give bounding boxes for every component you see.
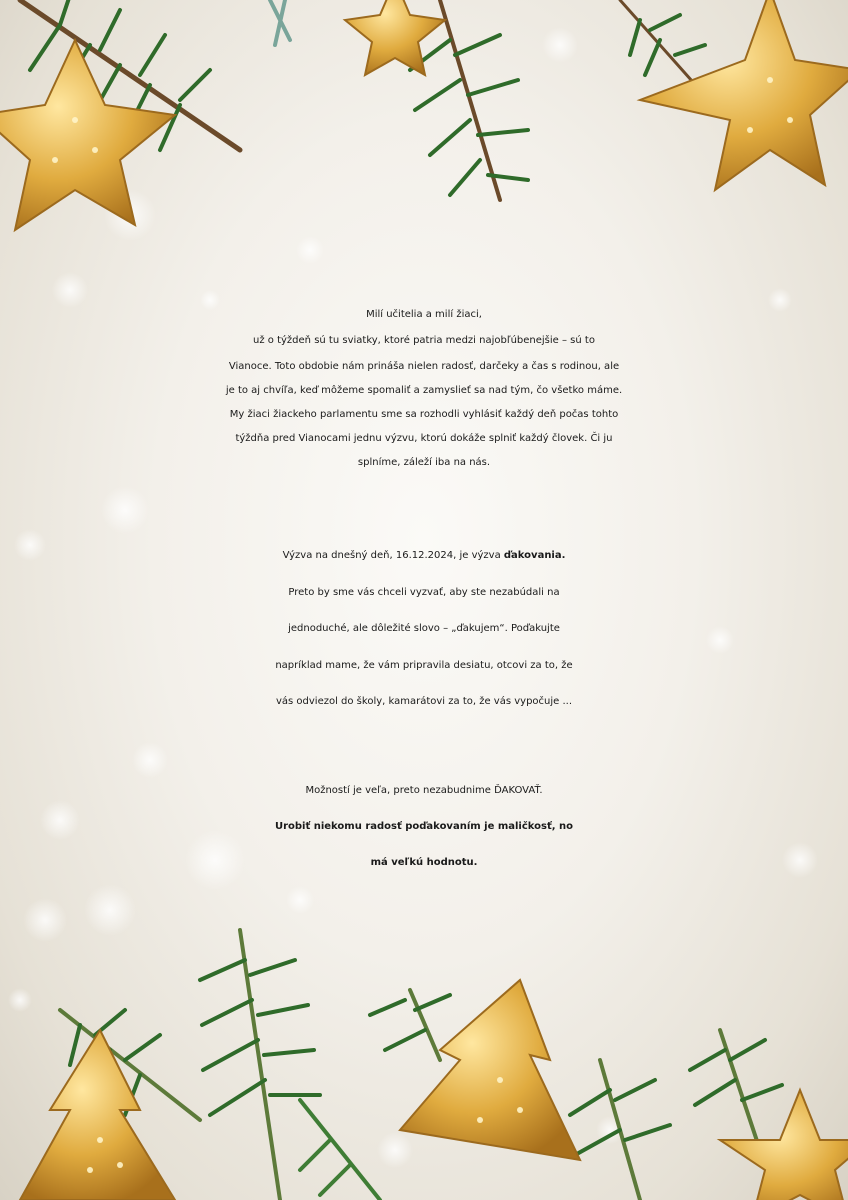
gold-star-bottom-right [720,1090,848,1200]
intro-line: týždňa pred Vianocami jednu výzvu, ktorú dokáže splniť každý človek. Či ju [235,433,613,444]
closing-line: Možností je veľa, preto nezabudnime ĎAKOVAŤ. [305,785,543,796]
closing-bold-line: má veľkú hodnotu. [370,857,478,868]
intro-line: už o týždeň sú tu sviatky, ktoré patria medzi najobľúbenejšie – sú to [253,335,595,346]
intro-paragraph [0,303,848,475]
gold-star-top-center [345,0,445,75]
challenge-heading [0,538,848,575]
greeting: Milí učitelia a milí žiaci, [366,309,482,320]
challenge-line: vás odviezol do školy, kamarátovi za to, že vás vypočuje ... [275,696,573,707]
challenge-line: Preto by sme vás chceli vyzvať, aby ste nezabúdali na [288,586,560,598]
challenge-keyword: ďakovania. [503,550,566,561]
gold-star-top-right [640,0,848,190]
challenge-line: napríklad mame, že vám pripravila desiatu, otcovi za to, že [275,659,573,671]
bottom-pine-branches [60,930,782,1200]
gold-tree-bottom-left [20,1030,175,1200]
intro-line: je to aj chvíľa, keď môžeme spomaliť a zamyslieť sa nad tým, čo všetko máme. [225,385,623,396]
intro-line: splníme, záleží iba na nás. [357,457,491,468]
challenge-prefix: Výzva na dnešný deň, 16.12.2024, je výzva [282,550,504,561]
challenge-line: jednoduché, ale dôležité slovo – „ďakujem“. Poďakujte [288,623,560,634]
challenge-paragraph [0,538,848,721]
intro-line: Vianoce. Toto obdobie nám prináša nielen radosť, darčeky a čas s rodinou, ale [228,361,620,372]
closing-paragraph [0,773,848,881]
intro-line: My žiaci žiackeho parlamentu sme sa rozhodli vyhlásiť každý deň počas tohto [229,409,619,420]
closing-bold-line: Urobiť niekomu radosť poďakovaním je maličkosť, no [274,821,574,832]
